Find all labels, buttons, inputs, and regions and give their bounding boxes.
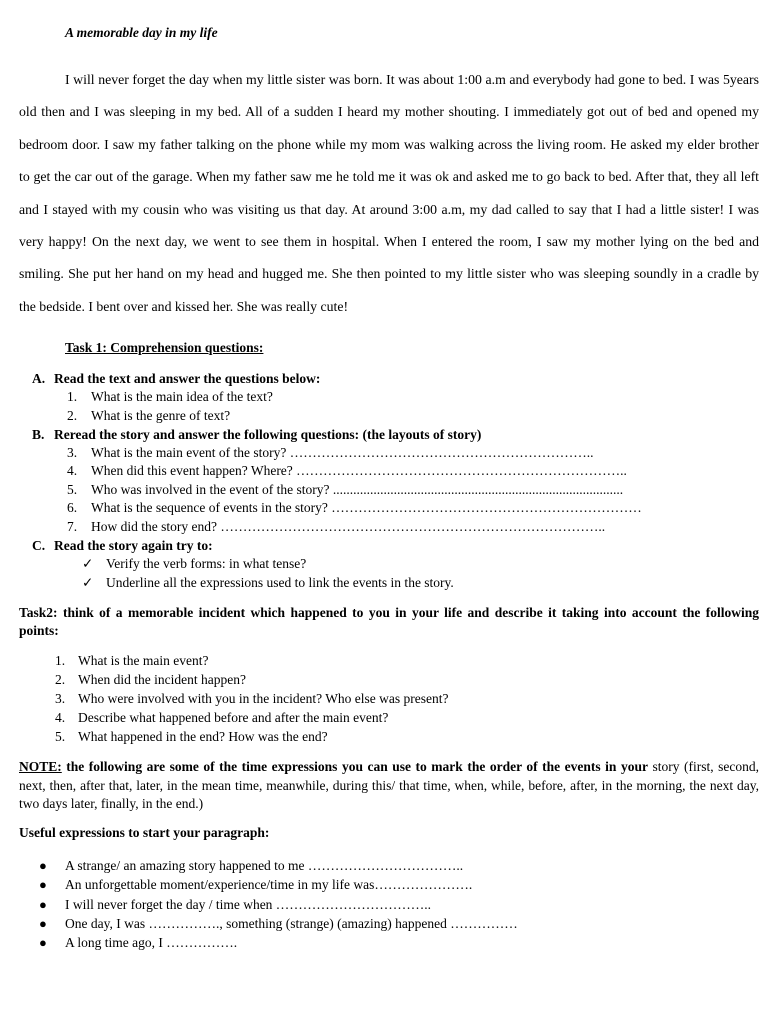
section-b-heading xyxy=(32,427,481,443)
task1-heading: Task 1: Comprehension questions: xyxy=(65,340,264,355)
task2-item xyxy=(55,729,328,745)
note-paragraph xyxy=(19,758,759,814)
useful-expressions-heading: Useful expressions to start your paragraph: xyxy=(19,825,270,840)
expression-text: An unforgettable moment/experience/time in my life was…………………. xyxy=(65,877,473,892)
question-number: 1. xyxy=(67,389,78,404)
checkmark-icon: ✓ xyxy=(82,575,94,590)
question-item xyxy=(67,463,627,479)
section-c-letter: C. xyxy=(32,538,46,553)
section-c-heading xyxy=(32,538,213,554)
task2-item xyxy=(55,672,246,688)
question-item xyxy=(67,408,230,424)
task2-item xyxy=(55,653,208,669)
section-a-text: Read the text and answer the questions below: xyxy=(54,371,321,386)
bullet-icon: ● xyxy=(39,916,47,931)
bullet-icon: ● xyxy=(39,877,47,892)
question-text: What is the sequence of events in the story? …………………………………………………………… xyxy=(91,500,642,515)
expression-text: One day, I was ……………., something (strange) (amazing) happened …………… xyxy=(65,916,518,931)
checklist-item xyxy=(82,575,454,591)
task2-item xyxy=(55,710,388,726)
item-text: What happened in the end? How was the end? xyxy=(78,729,328,744)
section-a-heading xyxy=(32,371,320,387)
expression-item xyxy=(39,877,472,893)
section-c-text: Read the story again try to: xyxy=(54,538,213,553)
expression-text: A long time ago, I ……………. xyxy=(65,935,238,950)
document-title: A memorable day in my life xyxy=(65,25,218,40)
question-item xyxy=(67,500,642,516)
question-item xyxy=(67,445,593,461)
question-item xyxy=(67,482,623,498)
question-number: 2. xyxy=(67,408,78,423)
question-text: When did this event happen? Where? ……………………………………………………………….. xyxy=(91,463,627,478)
note-bold-text: the following are some of the time expressions you can use to mark the order of the events in your xyxy=(61,759,648,774)
section-b-letter: B. xyxy=(32,427,45,442)
question-number: 5. xyxy=(67,482,78,497)
section-a-letter: A. xyxy=(32,371,46,386)
item-number: 5. xyxy=(55,729,66,744)
task2-item xyxy=(55,691,449,707)
checklist-text: Verify the verb forms: in what tense? xyxy=(106,556,307,571)
bullet-icon: ● xyxy=(39,935,47,950)
question-text: How did the story end? ………………………………………………………………………….. xyxy=(91,519,606,534)
item-number: 3. xyxy=(55,691,66,706)
checkmark-icon: ✓ xyxy=(82,556,94,571)
bullet-icon: ● xyxy=(39,858,47,873)
item-number: 2. xyxy=(55,672,66,687)
expression-item xyxy=(39,897,431,913)
expression-item xyxy=(39,916,518,932)
item-number: 4. xyxy=(55,710,66,725)
item-text: When did the incident happen? xyxy=(78,672,246,687)
expression-item xyxy=(39,858,463,874)
question-item xyxy=(67,519,605,535)
question-text: Who was involved in the event of the story? ...................................................................................... xyxy=(91,482,624,497)
expression-text: I will never forget the day / time when …………………………….. xyxy=(65,897,432,912)
item-number: 1. xyxy=(55,653,66,668)
checklist-item xyxy=(82,556,306,572)
task2-heading: Task2: think of a memorable incident which happened to you in your life and describe it taking into account the following points: xyxy=(19,605,759,638)
question-text: What is the main event of the story? ………………………………………………………….. xyxy=(91,445,594,460)
expression-item xyxy=(39,935,237,951)
question-number: 4. xyxy=(67,463,78,478)
item-text: What is the main event? xyxy=(78,653,209,668)
note-text: story (first, second, next, then, after that, later, in the mean time, meanwhile, during this/ that time, when, while, before, after, in the morning, the next day, two days later, finally, in the end.) xyxy=(19,759,760,811)
question-text: What is the main idea of the text? xyxy=(91,389,273,404)
checklist-text: Underline all the expressions used to link the events in the story. xyxy=(106,575,454,590)
question-text: What is the genre of text? xyxy=(91,408,231,423)
expression-text: A strange/ an amazing story happened to me …………………………….. xyxy=(65,858,464,873)
question-number: 7. xyxy=(67,519,78,534)
section-b-text: Reread the story and answer the following questions: (the layouts of story) xyxy=(54,427,482,442)
story-paragraph: I will never forget the day when my little sister was born. It was about 1:00 a.m and everybody had gone to bed. I was 5years old then and I was sleeping in my bed. All of a sudden I heard my mother shouting. I immediately got out of bed and opened my bedroom door. I saw my father talking on the phone while my mom was walking across the living room. He asked my elder brother to get the car out of the garage. When my father saw me he told me it was ok and asked me to go back to bed. After that, they all left and I stayed with my cousin who was visiting us that day. At around 3:00 a.m, my dad called to say that I had a little sister! I was very happy! On the next day, we went to see them in hospital. When I entered the room, I saw my mother lying on the bed and smiling. She put her hand on my head and hugged me. She then pointed to my little sister who was sleeping soundly in a cradle by the bedside. I bent over and kissed her. She was really cute! xyxy=(19,72,759,314)
question-number: 3. xyxy=(67,445,78,460)
bullet-icon: ● xyxy=(39,897,47,912)
question-number: 6. xyxy=(67,500,78,515)
item-text: Describe what happened before and after the main event? xyxy=(78,710,389,725)
note-label: NOTE: xyxy=(19,759,62,774)
item-text: Who were involved with you in the incident? Who else was present? xyxy=(78,691,449,706)
question-item xyxy=(67,389,273,405)
